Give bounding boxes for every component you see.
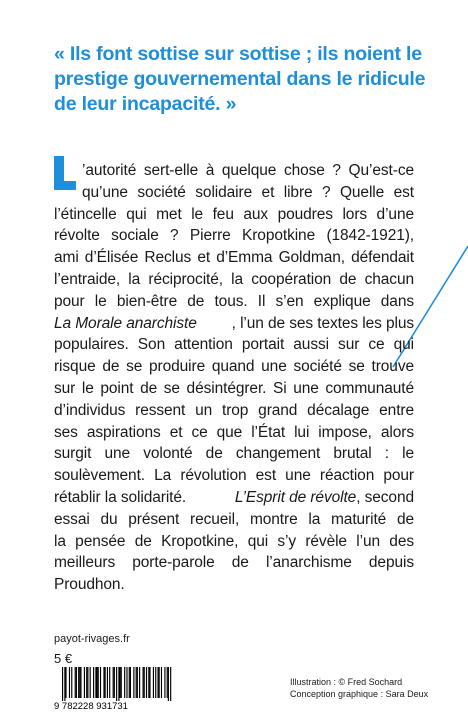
barcode-bar bbox=[69, 667, 70, 698]
barcode-bar bbox=[137, 667, 138, 698]
barcode-bar bbox=[157, 667, 158, 698]
text-line: ses aspirations et ce que l’État lui impose, alors bbox=[54, 423, 414, 441]
barcode-bar bbox=[146, 667, 147, 698]
barcode-bar bbox=[95, 667, 96, 698]
barcode-bar bbox=[64, 667, 65, 701]
barcode-bar bbox=[86, 667, 87, 698]
barcode-bar bbox=[121, 667, 122, 698]
barcode-bar bbox=[164, 667, 165, 698]
barcode-bar bbox=[93, 667, 94, 698]
text-line: populaires. Son attention portait aussi sur ce qui bbox=[54, 336, 414, 354]
publisher-website: payot-rivages.fr bbox=[54, 633, 130, 645]
text-line: sur le point de se désintégrer. Si une communauté bbox=[54, 379, 414, 397]
barcode-bar bbox=[87, 667, 88, 698]
barcode-bar bbox=[170, 667, 171, 701]
barcode-bar bbox=[143, 667, 144, 698]
text-line: ’autorité sert-elle à quelque chose ? Qu’est-ce bbox=[82, 162, 414, 179]
text-line bbox=[54, 487, 414, 509]
barcode-bar bbox=[167, 667, 168, 698]
credits bbox=[290, 676, 428, 700]
quote-line: « Ils font sottise sur sottise ; ils noient le bbox=[54, 43, 422, 65]
quote-line: de leur incapacité. » bbox=[54, 93, 237, 115]
barcode-bar bbox=[133, 667, 134, 698]
barcode-bar bbox=[114, 667, 115, 698]
book-title-italic: La Morale anarchiste bbox=[54, 314, 197, 332]
barcode-bar bbox=[105, 667, 106, 698]
barcode-bar bbox=[97, 667, 98, 698]
barcode-bar bbox=[80, 667, 81, 698]
barcode-bar bbox=[84, 667, 85, 698]
summary-text bbox=[54, 160, 414, 596]
text-fragment: rétablir la solidarité. bbox=[54, 488, 187, 506]
design-credit: Conception graphique : Sara Deux bbox=[290, 689, 429, 699]
barcode bbox=[54, 667, 182, 711]
text-line: soulèvement. La révolution est une réaction pour bbox=[54, 467, 414, 485]
barcode-bar bbox=[118, 667, 119, 701]
barcode-bar bbox=[144, 667, 145, 698]
text-line: meilleurs porte-parole de l’anarchisme depuis bbox=[54, 554, 414, 572]
text-line: la pensée de Kropotkine, qui s’y révèle l’un des bbox=[54, 532, 414, 550]
barcode-bar bbox=[78, 667, 79, 698]
barcode-bar bbox=[155, 667, 156, 698]
text-line: qu’une société solidaire et libre ? Quelle est bbox=[82, 183, 414, 201]
text-line: pour le bien-être de tous. Il s’en explique dans bbox=[54, 292, 414, 310]
quote-line: prestige gouvernemental dans le ridicule bbox=[54, 68, 426, 90]
barcode-bar bbox=[149, 667, 150, 698]
text-line: révolte sociale ? Pierre Kropotkine (1842-1921), bbox=[54, 227, 414, 245]
barcode-bar bbox=[62, 667, 63, 701]
barcode-bar bbox=[103, 667, 104, 698]
text-line: ami d’Élisée Reclus et d’Emma Goldman, défendait bbox=[54, 249, 414, 267]
barcode-bar bbox=[136, 667, 137, 698]
text-line bbox=[54, 313, 414, 335]
barcode-bar bbox=[116, 667, 117, 701]
barcode-bar bbox=[76, 667, 77, 698]
back-cover-quote bbox=[54, 42, 432, 117]
barcode-bar bbox=[124, 667, 125, 698]
text-line: Proudhon. bbox=[54, 576, 125, 594]
text-line: risque de se produire quand une société se trouve bbox=[54, 358, 414, 376]
isbn-number: 9 782228 931731 bbox=[54, 701, 128, 711]
text-fragment: , l’un de ses textes les plus bbox=[231, 314, 414, 332]
barcode-bar bbox=[79, 667, 80, 698]
text-line: surgit une volonté de changement brutal : le bbox=[54, 445, 414, 463]
barcode-bar bbox=[153, 667, 154, 698]
barcode-bar bbox=[148, 667, 149, 698]
text-line: d’individus ressent un trop grand décalage entre bbox=[54, 401, 414, 419]
text-fragment: , second bbox=[356, 488, 414, 506]
barcode-bar bbox=[90, 667, 91, 698]
barcode-bar bbox=[65, 667, 66, 698]
text-line: essai du présent recueil, montre la maturité de bbox=[54, 510, 414, 528]
barcode-bar bbox=[126, 667, 127, 698]
barcode-bar bbox=[129, 667, 130, 698]
barcode-bar bbox=[107, 667, 108, 698]
barcode-bar bbox=[159, 667, 160, 698]
barcode-bar bbox=[168, 667, 169, 701]
illustration-credit: Illustration : © Fred Sochard bbox=[290, 677, 403, 687]
barcode-bar bbox=[109, 667, 110, 698]
barcode-bar bbox=[113, 667, 114, 698]
barcode-bar bbox=[98, 667, 99, 698]
barcode-bar bbox=[100, 667, 101, 698]
barcode-bar bbox=[130, 667, 131, 698]
book-title-italic: L’Esprit de révolte bbox=[234, 488, 357, 506]
text-line: l’étincelle qui met le feu aux poudres lors d’une bbox=[54, 205, 414, 223]
text-line: l’entraide, la réciprocité, la coopération de chacun bbox=[54, 270, 414, 288]
barcode-bar bbox=[120, 667, 121, 698]
barcode-bar bbox=[139, 667, 140, 698]
barcode-bar bbox=[161, 667, 162, 698]
price: 5 € bbox=[54, 651, 73, 666]
barcode-bar bbox=[75, 667, 76, 698]
barcode-bar bbox=[71, 667, 72, 698]
